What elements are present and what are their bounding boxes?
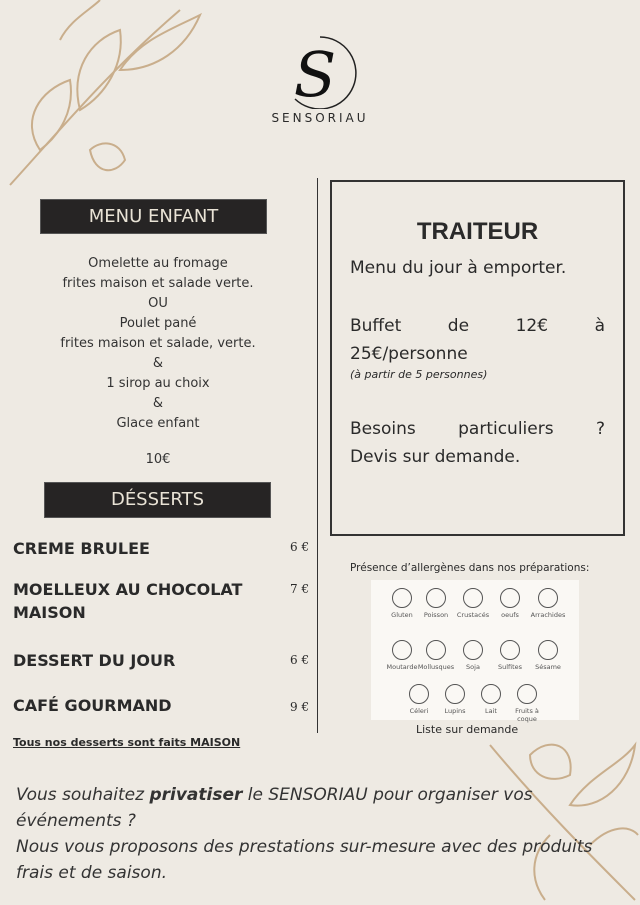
- allergens-title: Présence d’allergènes dans nos préparations:: [350, 562, 590, 574]
- allergen-item: [453, 588, 493, 619]
- menu-line: &: [152, 396, 164, 411]
- brand-logo: [270, 34, 370, 125]
- allergen-label: Moutarde: [386, 663, 418, 671]
- allergen-icon: [392, 640, 412, 660]
- traiteur-buffet: Buffet de 12€ à: [350, 316, 605, 336]
- allergen-label: Soja: [466, 663, 480, 671]
- allergen-icon: [445, 684, 465, 704]
- allergen-label: Arrachides: [530, 611, 566, 619]
- menu-line: frites maison et salade verte.: [62, 276, 254, 291]
- allergen-icon: [392, 588, 412, 608]
- footer-bold: privatiser: [149, 785, 243, 805]
- allergen-label: Lupins: [444, 707, 466, 715]
- footer-text: Nous vous proposons des prestations sur-mesure avec des produits frais et de saison.: [16, 837, 593, 883]
- allergen-label: Gluten: [391, 611, 413, 619]
- dessert-name: CAFÉ GOURMAND: [13, 696, 172, 715]
- allergen-item: [490, 588, 530, 619]
- svg-text:S: S: [293, 38, 337, 109]
- allergen-label: Céleri: [409, 707, 429, 715]
- traiteur-box: [330, 180, 625, 536]
- allergen-label: Fruits à coque: [515, 707, 539, 723]
- allergen-label: Mollusques: [417, 663, 455, 671]
- allergen-icon: [463, 640, 483, 660]
- allergen-icon: [409, 684, 429, 704]
- allergen-icon: [426, 588, 446, 608]
- footer-text: Vous souhaitez: [16, 785, 150, 805]
- dessert-price: 6 €: [290, 653, 310, 667]
- menu-line: Glace enfant: [116, 416, 200, 431]
- menu-enfant-content: [40, 254, 276, 470]
- allergen-item: [416, 588, 456, 619]
- logo-monogram-icon: [275, 34, 365, 109]
- dessert-price: 9 €: [290, 700, 310, 714]
- menu-enfant-price: 10€: [145, 452, 171, 467]
- allergen-icon: [538, 588, 558, 608]
- allergen-icon: [481, 684, 501, 704]
- menu-line: 1 sirop au choix: [106, 376, 210, 391]
- traiteur-buffet-note: (à partir de 5 personnes): [350, 368, 488, 381]
- menu-enfant-header: MENU ENFANT: [40, 199, 267, 234]
- dessert-name: MOELLEUX AU CHOCOLAT MAISON: [13, 580, 243, 622]
- menu-line: Omelette au fromage: [88, 256, 228, 271]
- dessert-price: 7 €: [290, 582, 310, 596]
- traiteur-devis: Devis sur demande.: [350, 447, 521, 467]
- allergen-item: [435, 684, 475, 715]
- allergen-icon: [426, 640, 446, 660]
- column-divider: [317, 178, 318, 733]
- allergen-item: [416, 640, 456, 671]
- allergen-item: [528, 640, 568, 671]
- allergen-label: oeufs: [501, 611, 519, 619]
- allergen-icon: [517, 684, 537, 704]
- allergen-item: [453, 640, 493, 671]
- menu-line: frites maison et salade, verte.: [60, 336, 256, 351]
- desserts-header: DÉSSERTS: [44, 482, 271, 518]
- allergen-icon: [500, 640, 520, 660]
- allergen-label: Crustacés: [456, 611, 490, 619]
- dessert-name: DESSERT DU JOUR: [13, 651, 176, 670]
- menu-line: &: [152, 356, 164, 371]
- traiteur-besoins: Besoins particuliers ?: [350, 419, 605, 439]
- menu-line: OU: [148, 296, 168, 311]
- leaf-decoration-top-left: [0, 0, 210, 195]
- allergen-item: [399, 684, 439, 715]
- allergen-item: [490, 640, 530, 671]
- allergen-label: Lait: [485, 707, 497, 715]
- traiteur-line: Menu du jour à emporter.: [350, 258, 567, 278]
- allergens-panel: [371, 580, 579, 723]
- brand-name: SENSORIAU: [271, 111, 369, 125]
- dessert-price: 6 €: [290, 540, 310, 554]
- allergen-item: [507, 684, 547, 723]
- allergen-label: Sulfites: [497, 663, 523, 671]
- allergen-icon: [463, 588, 483, 608]
- allergens-footer: Liste sur demande: [416, 723, 519, 736]
- traiteur-buffet-price: 25€/personne: [350, 344, 468, 364]
- footer-text: le SENSORIAU pour organiser vos événements ?: [16, 785, 533, 831]
- menu-line: Poulet pané: [119, 316, 197, 331]
- allergen-label: Sésame: [535, 663, 561, 671]
- traiteur-title: TRAITEUR: [416, 218, 539, 245]
- privatisation-text: [16, 782, 616, 886]
- allergen-item: [528, 588, 568, 619]
- allergen-item: [471, 684, 511, 715]
- dessert-name: CREME BRULEE: [13, 539, 150, 558]
- allergen-label: Poisson: [423, 611, 449, 619]
- allergen-icon: [500, 588, 520, 608]
- allergen-icon: [538, 640, 558, 660]
- desserts-note: Tous nos desserts sont faits MAISON: [13, 736, 241, 749]
